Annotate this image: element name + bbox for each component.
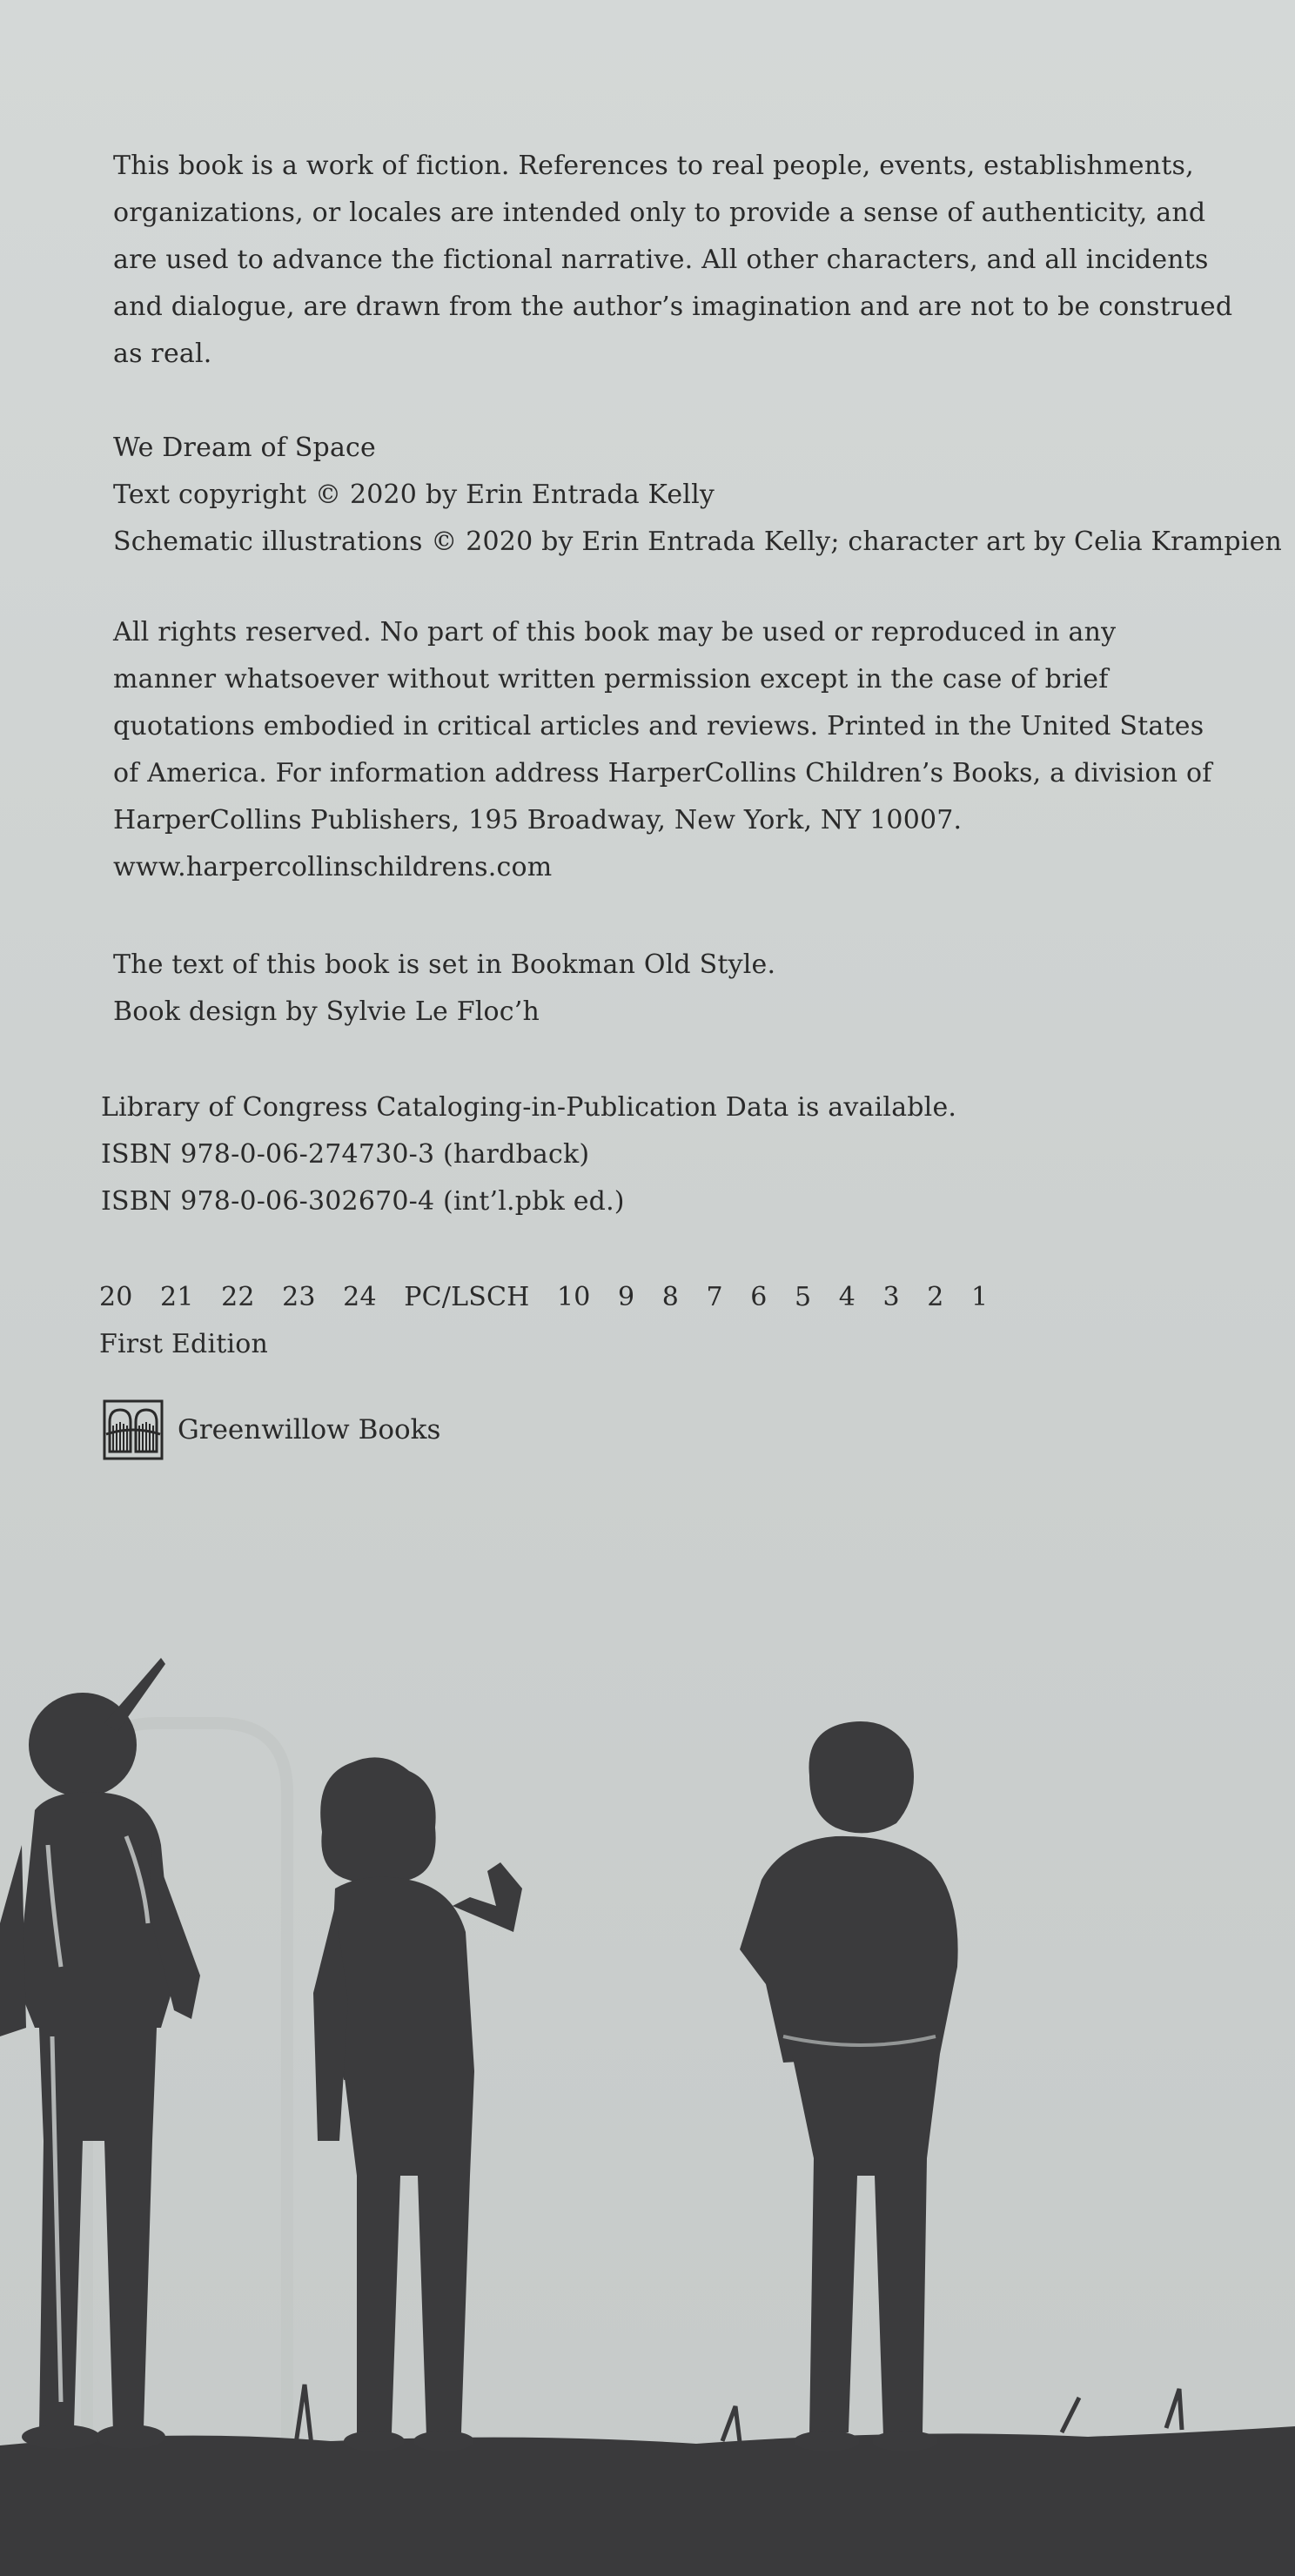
disclaimer-line: are used to advance the fictional narrative. All other characters, and all incidents	[113, 245, 1209, 275]
children-silhouette-illustration	[0, 1619, 1295, 2576]
cataloging-info	[101, 1084, 1219, 1225]
font-note: The text of this book is set in Bookman Old Style.	[113, 949, 776, 980]
text-copyright: Text copyright © 2020 by Erin Entrada Kelly	[113, 480, 715, 510]
book-title: We Dream of Space	[113, 433, 376, 463]
publisher-imprint	[103, 1399, 440, 1460]
printing-info	[99, 1274, 1218, 1368]
printing-number-line: 20 21 22 23 24 PC/LSCH 10 9 8 7 6 5 4 3 2 1	[99, 1282, 989, 1312]
rights-line: HarperCollins Publishers, 195 Broadway, New York, NY 10007.	[113, 805, 963, 835]
isbn-hardback: ISBN 978-0-06-274730-3 (hardback)	[101, 1139, 590, 1170]
disclaimer-line: This book is a work of fiction. References to real people, events, establishments,	[113, 151, 1194, 181]
disclaimer-line: as real.	[113, 339, 212, 369]
boy-left-silhouette	[0, 1658, 200, 2449]
ground-silhouette	[0, 2426, 1295, 2576]
rights-line: All rights reserved. No part of this book may be used or reproduced in any	[113, 617, 1117, 647]
edition-label: First Edition	[99, 1329, 269, 1359]
rights-line: of America. For information address HarperCollins Children’s Books, a division of	[113, 758, 1212, 788]
rights-line: manner whatsoever without written permission except in the case of brief	[113, 664, 1109, 694]
cip-note: Library of Congress Cataloging-in-Publication Data is available.	[101, 1092, 957, 1123]
isbn-intl: ISBN 978-0-06-302670-4 (int’l.pbk ed.)	[101, 1186, 625, 1217]
typeset-info	[113, 942, 1231, 1036]
design-note: Book design by Sylvie Le Floc’h	[113, 996, 540, 1027]
publisher-website: www.harpercollinschildrens.com	[113, 852, 553, 882]
illustrations-copyright: Schematic illustrations © 2020 by Erin Entrada Kelly; character art by Celia Krampien	[113, 527, 1283, 557]
rights-line: quotations embodied in critical articles and reviews. Printed in the United States	[113, 711, 1204, 741]
boy-right-silhouette	[740, 1721, 958, 2452]
fiction-disclaimer	[113, 143, 1231, 378]
girl-middle-silhouette	[313, 1757, 522, 2452]
greenwillow-logo-icon	[103, 1399, 164, 1460]
disclaimer-line: organizations, or locales are intended only to provide a sense of authenticity, and	[113, 198, 1206, 228]
copyright-notice	[113, 425, 1283, 566]
rights-reserved	[113, 609, 1231, 891]
disclaimer-line: and dialogue, are drawn from the author’s imagination and are not to be construed	[113, 292, 1233, 322]
publisher-name: Greenwillow Books	[178, 1414, 441, 1446]
